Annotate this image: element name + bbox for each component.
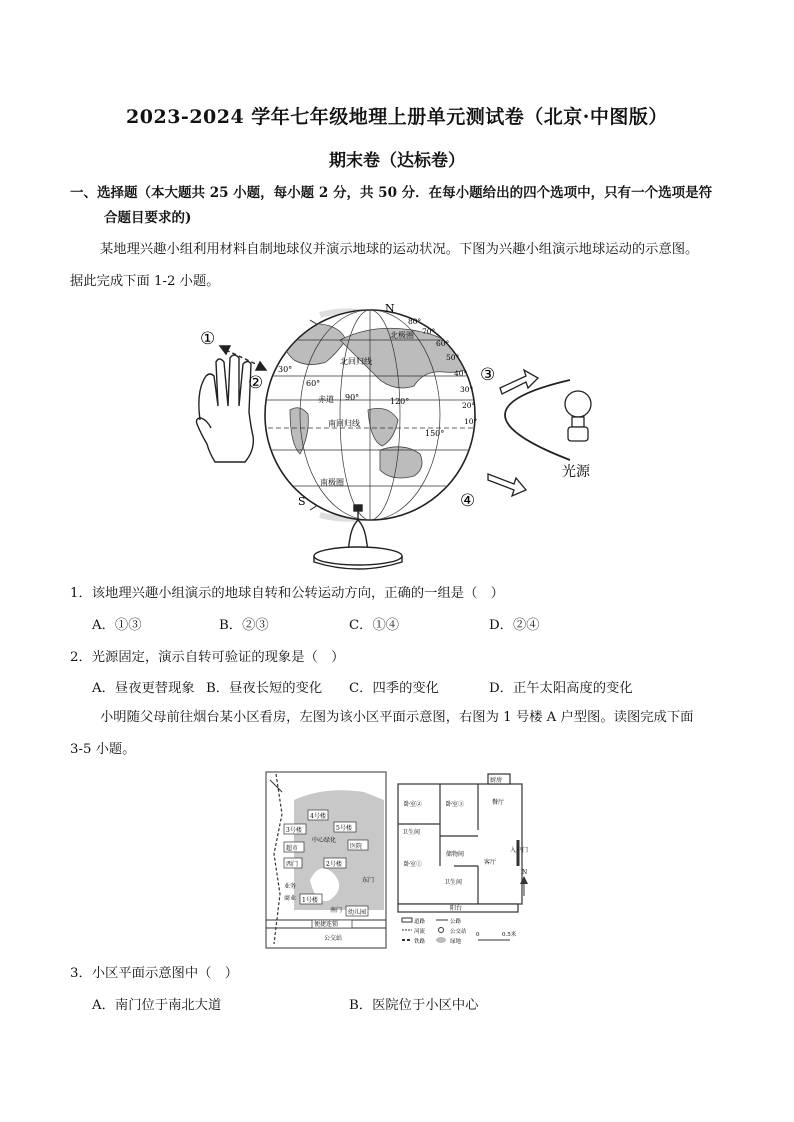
- svg-text:绿地: 绿地: [450, 939, 462, 945]
- maps-diagram: [264, 770, 532, 950]
- section-heading-line2: 合题目要求的): [104, 210, 192, 226]
- floor-plan-map: [398, 774, 522, 912]
- marker-1: ①: [200, 329, 216, 349]
- chain-hotel-label: 便捷连锁: [314, 921, 339, 928]
- tropic-south-label: 南回归线: [328, 419, 360, 428]
- bldg-5-label: 5号楼: [336, 825, 352, 832]
- q1-option-a[interactable]: A．①③: [92, 618, 142, 633]
- dining-label: 餐厅: [492, 799, 505, 806]
- question-3-options: [92, 994, 732, 1013]
- lon-label-90: 90°: [345, 393, 360, 402]
- globe-figure: [190, 300, 610, 575]
- globe-diagram: [190, 300, 610, 575]
- page-subtitle: 期末卷（达标卷）: [329, 151, 465, 171]
- hospital-label: 医院: [350, 843, 363, 850]
- living-room-label: 客厅: [484, 859, 497, 866]
- svg-text:0: 0: [476, 932, 480, 938]
- orbit-path: [505, 380, 570, 460]
- q2-option-c[interactable]: C．四季的变化: [349, 681, 439, 696]
- svg-text:10°: 10°: [464, 417, 478, 426]
- passage-2: [70, 702, 730, 766]
- svg-text:40°: 40°: [454, 369, 468, 378]
- bathroom-1-label: 卫生间: [402, 829, 421, 836]
- marker-4: ④: [460, 491, 476, 511]
- bathroom-2-label: 卫生间: [444, 879, 463, 886]
- svg-text:公路: 公路: [450, 919, 462, 925]
- north-arrow-icon: [520, 869, 528, 896]
- east-gate-label: 东门: [362, 877, 375, 884]
- west-gate-label: 西门: [286, 861, 299, 868]
- light-source-label: 光源: [562, 464, 590, 480]
- entry-door-label: 入户门: [510, 847, 529, 854]
- light-bulb-icon: [565, 391, 591, 441]
- equator-label: 赤道: [318, 395, 334, 404]
- community-maps-figure: [264, 770, 532, 950]
- section-heading: [70, 181, 730, 231]
- passage-1-line1: 某地理兴趣小组利用材料自制地球仪并演示地球的运动状况。下图为兴趣小组演示地球运动的示意图。: [100, 242, 699, 257]
- question-2-stem: 2．光源固定，演示自转可验证的现象是（ ）: [70, 650, 345, 665]
- lon-label-150: 150°: [425, 429, 445, 438]
- business-label: 业务: [284, 883, 297, 890]
- question-3-stem: 3．小区平面示意图中（ ）: [70, 966, 239, 981]
- south-gate-label: 南门: [330, 907, 343, 914]
- question-1-options: [92, 614, 732, 633]
- south-pole-label: S: [298, 495, 306, 508]
- commerce-label: 商业: [284, 895, 297, 902]
- supermarket-label: 超市: [286, 845, 299, 852]
- svg-text:70°: 70°: [422, 327, 436, 336]
- svg-text:50°: 50°: [446, 353, 460, 362]
- passage-2-line1: 小明随父母前往烟台某小区看房，左图为该小区平面示意图，右图为 1 号楼 A 户型图。读图完成下面: [100, 710, 694, 725]
- bedroom-3-label: 卧室③: [446, 801, 465, 808]
- svg-text:20°: 20°: [462, 401, 476, 410]
- north-pole-label: N: [385, 302, 395, 315]
- lon-label-60: 60°: [306, 379, 321, 388]
- q2-option-a[interactable]: A．昼夜更替现象: [92, 681, 195, 696]
- svg-text:铁路: 铁路: [414, 939, 426, 945]
- hand-icon: [197, 355, 254, 462]
- svg-text:60°: 60°: [436, 339, 450, 348]
- passage-2-line2: 3-5 小题。: [70, 742, 136, 757]
- svg-text:道路: 道路: [414, 919, 426, 925]
- q1-option-b[interactable]: B．②③: [219, 618, 269, 633]
- kindergarten-label: 幼儿园: [348, 909, 367, 916]
- bldg-4-label: 4号楼: [310, 813, 326, 820]
- q1-option-d[interactable]: D．②④: [489, 618, 540, 633]
- svg-text:河流: 河流: [414, 929, 426, 935]
- antarctic-circle-label: 南极圈: [320, 478, 344, 487]
- marker-2: ②: [248, 373, 264, 393]
- q3-option-a[interactable]: A．南门位于南北大道: [92, 998, 222, 1013]
- arctic-circle-label: 北极圈: [390, 331, 414, 340]
- q3-option-b[interactable]: B．医院位于小区中心: [349, 998, 479, 1013]
- bldg-2-label: 2号楼: [326, 861, 342, 868]
- q1-option-c[interactable]: C．①④: [349, 618, 400, 633]
- community-plan-map: [266, 772, 386, 948]
- bedroom-2-label: 卧室②: [404, 801, 423, 808]
- lon-label-120: 120°: [390, 397, 410, 406]
- kitchen-label: 厨房: [490, 777, 503, 784]
- tropic-north-label: 北回归线: [340, 357, 372, 366]
- map-legend: [402, 917, 517, 945]
- balcony-label: 阳台: [450, 905, 463, 912]
- q2-option-d[interactable]: D．正午太阳高度的变化: [489, 681, 633, 696]
- marker-3: ③: [480, 365, 496, 385]
- bldg-1-label: 1号楼: [302, 897, 318, 904]
- question-1-stem: 1．该地理兴趣小组演示的地球自转和公转运动方向，正确的一组是（ ）: [70, 586, 504, 601]
- page-title: 2023-2024 学年七年级地理上册单元测试卷（北京·中图版）: [126, 106, 668, 128]
- orbit-arrow-4: [488, 474, 526, 496]
- q2-option-b[interactable]: B．昼夜长短的变化: [206, 681, 323, 696]
- section-heading-line1: 一、选择题（本大题共 25 小题，每小题 2 分，共 50 分．在每小题给出的四个选项中，只有一个选项是符: [70, 185, 713, 201]
- bldg-3-label: 3号楼: [286, 827, 302, 834]
- passage-1: [70, 234, 730, 298]
- svg-text:80°: 80°: [408, 317, 422, 326]
- center-green-label: 中心绿化: [312, 837, 337, 844]
- lon-label-30: 30°: [278, 365, 293, 374]
- storage-label: 储物间: [446, 851, 465, 858]
- bedroom-1-label: 卧室①: [404, 861, 423, 868]
- svg-text:0.5米: 0.5米: [502, 932, 517, 938]
- question-2-options: [92, 677, 732, 696]
- svg-text:公交站: 公交站: [450, 929, 467, 935]
- svg-text:N: N: [522, 869, 528, 876]
- svg-text:30°: 30°: [460, 385, 474, 394]
- bus-stop-label: 公交站: [324, 935, 343, 942]
- passage-1-line2: 据此完成下面 1-2 小题。: [70, 274, 220, 289]
